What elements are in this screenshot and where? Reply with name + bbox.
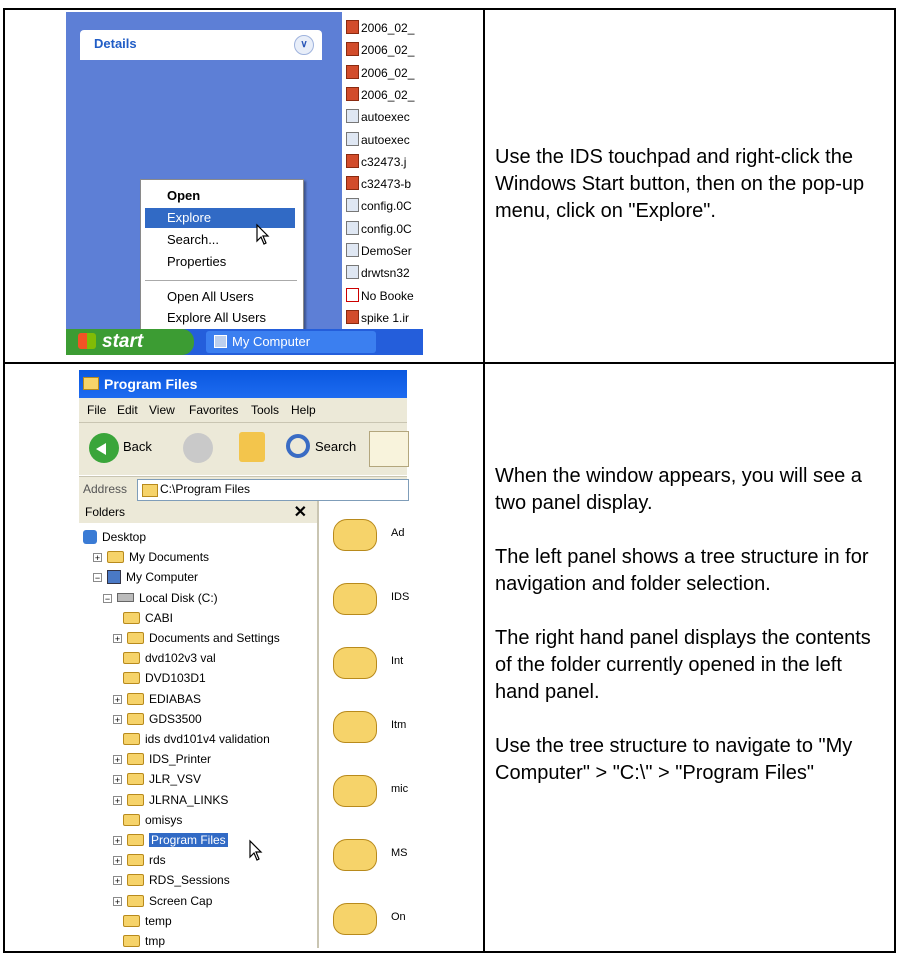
folder-body [333, 647, 377, 679]
back-arrow-icon[interactable] [89, 433, 119, 463]
image-file-icon [346, 310, 359, 324]
menu-view[interactable]: View [149, 403, 175, 417]
tree-node[interactable] [113, 628, 280, 648]
folder-body [333, 775, 377, 807]
address-value: C:\Program Files [160, 482, 251, 496]
file-name: spike 1.ir [361, 310, 410, 325]
tree-expander-icon[interactable]: + [94, 553, 101, 564]
folder-name[interactable]: MS [391, 847, 408, 859]
image-file-icon [346, 87, 359, 101]
folder-name[interactable]: Ad [391, 527, 405, 539]
large-folder-icon[interactable] [333, 769, 377, 807]
file-name: DemoSer [361, 244, 412, 258]
file-list-item[interactable] [346, 286, 426, 306]
folder-body [333, 583, 377, 615]
start-menu-screenshot [66, 12, 423, 355]
tree-node-label: ids dvd101v4 validation [145, 732, 270, 746]
tree-node-label: CABI [145, 610, 174, 625]
menu-edit[interactable]: Edit [117, 403, 138, 417]
folder-icon [83, 377, 99, 390]
tree-expander-icon[interactable]: + [114, 856, 121, 867]
tree-expander-icon[interactable]: + [114, 694, 121, 705]
file-list-item[interactable] [346, 308, 426, 328]
tree-node[interactable] [113, 769, 201, 789]
file-list-item[interactable] [346, 130, 426, 150]
mouse-cursor-icon [256, 224, 270, 246]
windows-flag-icon [78, 333, 96, 349]
tree-node[interactable] [113, 870, 230, 890]
tree-node-label: omisys [145, 812, 183, 827]
file-name: config.0C [361, 221, 412, 236]
folder-body [333, 711, 377, 743]
tree-node[interactable] [83, 527, 146, 547]
menu-favorites[interactable]: Favorites [189, 403, 239, 417]
folder-icon [127, 834, 144, 846]
tree-node-label: tmp [145, 934, 166, 948]
folder-icon [127, 693, 144, 705]
hard-disk-icon [117, 593, 134, 602]
tree-node[interactable] [93, 547, 209, 567]
toolbar [79, 423, 407, 475]
large-folder-icon[interactable] [333, 833, 377, 871]
file-name: 2006_02_ [361, 21, 415, 35]
tree-expander-icon[interactable]: + [114, 755, 121, 766]
folder-name[interactable]: On [391, 911, 406, 923]
row2-instruction-p2: The left panel shows a tree structure in for navigation and folder selection. [495, 546, 869, 595]
large-folder-icon[interactable] [333, 897, 377, 935]
file-list [342, 12, 423, 325]
menu-item-explore-all-users[interactable]: Explore All Users [167, 310, 266, 325]
folder-name[interactable]: IDS [391, 591, 410, 603]
tree-node[interactable] [93, 567, 198, 587]
menu-item-search[interactable]: Search... [167, 232, 220, 247]
folder-icon [123, 652, 140, 664]
row2-instruction-p3: The right hand panel displays the contents of the folder currently opened in the left hand panel. [495, 627, 871, 703]
file-name: c32473-b [361, 177, 412, 192]
folder-icon [127, 874, 144, 886]
search-button-label[interactable]: Search [315, 439, 357, 454]
folder-icon [127, 632, 144, 644]
address-input[interactable] [137, 479, 409, 501]
tree-node-label: temp [145, 913, 172, 928]
tree-node-label: EDIABAS [149, 691, 202, 706]
file-name: config.0C [361, 199, 412, 214]
tree-node[interactable] [123, 810, 182, 830]
folder-contents-pane [319, 501, 410, 948]
folders-pane-header [79, 501, 317, 523]
row2-instruction-p4: Use the tree structure to navigate to "My Computer" > "C:\" > "Program Files" [495, 735, 853, 784]
computer-icon [214, 335, 227, 348]
tree-expander-icon[interactable]: − [104, 593, 111, 604]
tree-node[interactable] [123, 729, 270, 749]
file-list-item[interactable] [346, 174, 426, 194]
large-folder-icon[interactable] [333, 513, 377, 551]
folder-icon [123, 612, 140, 624]
search-icon[interactable] [286, 434, 310, 458]
tree-node[interactable] [113, 850, 166, 870]
menu-item-explore[interactable]: Explore [145, 208, 295, 228]
file-name: 2006_02_ [361, 65, 415, 80]
system-file-icon [346, 132, 359, 146]
back-button-label[interactable]: Back [123, 439, 152, 454]
tree-node-label: Screen Cap [149, 893, 213, 908]
file-list-item[interactable] [346, 63, 426, 83]
forward-arrow-icon[interactable] [183, 433, 213, 463]
tree-expander-icon[interactable]: + [114, 634, 121, 644]
tree-node[interactable] [113, 689, 201, 709]
tree-expander-icon[interactable]: + [114, 795, 121, 806]
tree-node-label: rds [149, 853, 166, 868]
tree-node-label: Program Files [151, 833, 226, 847]
tree-node-label: GDS3500 [149, 711, 202, 726]
folder-up-icon[interactable] [239, 432, 265, 462]
folder-body [333, 903, 377, 935]
tree-node-label: dvd102v3 val [145, 651, 216, 666]
row1-instruction [495, 144, 891, 252]
tree-node-label: JLR_VSV [149, 772, 202, 787]
image-file-icon [346, 176, 359, 190]
pdf-file-icon [346, 288, 359, 302]
taskbar-item-label: My Computer [232, 334, 311, 349]
file-list-item[interactable] [346, 85, 426, 105]
file-name: drwtsn32 [361, 266, 410, 281]
column-divider [483, 10, 485, 951]
folder-icon [127, 753, 144, 765]
file-list-item[interactable] [346, 263, 426, 283]
image-file-icon [346, 65, 359, 79]
tree-node[interactable] [113, 749, 211, 769]
tree-expander-icon[interactable]: + [114, 775, 121, 786]
folder-icon [127, 794, 144, 806]
tree-node-label: My Computer [126, 570, 199, 585]
details-header[interactable] [80, 30, 322, 60]
file-list-item[interactable] [346, 219, 426, 239]
large-folder-icon[interactable] [333, 705, 377, 743]
tree-node[interactable] [113, 830, 228, 850]
window-title: Program Files [104, 376, 198, 392]
tree-node-label: Local Disk (C:) [139, 590, 218, 605]
file-name: 2006_02_ [361, 87, 415, 102]
image-file-icon [346, 154, 359, 168]
system-file-icon [346, 221, 359, 235]
tree-node[interactable] [123, 911, 172, 931]
address-bar [79, 476, 407, 501]
large-folder-icon[interactable] [333, 641, 377, 679]
large-folder-icon[interactable] [333, 577, 377, 615]
menu-file[interactable]: File [87, 403, 107, 417]
window-title-bar [79, 370, 407, 398]
folder-icon [142, 484, 158, 497]
menu-separator [145, 280, 297, 281]
details-label: Details [94, 36, 137, 51]
menu-bar [79, 398, 407, 423]
tree-node-label: My Documents [129, 550, 210, 565]
file-list-item[interactable] [346, 40, 426, 60]
tree-node-label: RDS_Sessions [149, 873, 230, 888]
tree-node-label: IDS_Printer [149, 752, 212, 767]
folder-icon [127, 773, 144, 785]
taskbar [66, 329, 423, 355]
context-menu [140, 179, 304, 331]
folder-icon [123, 935, 140, 947]
folder-icon [127, 895, 144, 907]
chevron-down-icon[interactable]: ∨ [294, 35, 314, 55]
row1-instruction-text: Use the IDS touchpad and right-click the Windows Start button, then on the pop-up menu, click on "Explore". [495, 146, 865, 222]
image-file-icon [346, 42, 359, 56]
system-file-icon [346, 109, 359, 123]
menu-item-properties[interactable]: Properties [167, 254, 227, 269]
folder-name[interactable]: Itm [391, 719, 407, 731]
taskbar-item-my-computer[interactable] [206, 331, 376, 353]
tree-node-label: DVD103D1 [145, 671, 206, 686]
file-list-item[interactable] [346, 241, 426, 261]
folder-body [333, 519, 377, 551]
file-list-item[interactable] [346, 196, 426, 216]
row-divider [5, 362, 894, 364]
file-list-item[interactable] [346, 107, 426, 127]
computer-icon [107, 570, 121, 584]
folder-name[interactable]: mic [391, 783, 409, 795]
file-name: autoexec [361, 110, 410, 125]
folder-icon [123, 814, 140, 826]
folder-body [333, 839, 377, 871]
document-file-icon [346, 243, 359, 257]
folder-icon [127, 854, 144, 866]
tree-node[interactable] [113, 790, 228, 810]
folder-icon [123, 672, 140, 684]
file-name: c32473.j [361, 154, 407, 169]
menu-help[interactable]: Help [291, 403, 316, 417]
folders-pane [79, 501, 319, 948]
desktop-icon [83, 530, 97, 544]
mouse-cursor-icon [249, 840, 263, 862]
tree-expander-icon[interactable]: + [114, 876, 121, 887]
tree-node[interactable] [123, 668, 206, 688]
row2-instruction [495, 463, 891, 814]
tree-node[interactable] [123, 931, 165, 951]
folder-icon [107, 551, 124, 563]
tree-expander-icon[interactable]: − [94, 573, 101, 584]
row2-instruction-p1: When the window appears, you will see a two panel display. [495, 465, 862, 514]
file-name: 2006_02_ [361, 43, 415, 58]
file-list-item[interactable] [346, 18, 426, 38]
menu-tools[interactable]: Tools [251, 403, 280, 417]
tree-node-label: Documents and Settings [149, 631, 280, 645]
tree-expander-icon[interactable]: + [114, 836, 121, 846]
tree-node[interactable] [123, 608, 173, 628]
folder-icon [127, 713, 144, 725]
folder-icon [123, 915, 140, 927]
folders-toggle-button[interactable] [369, 431, 409, 467]
file-name: autoexec [361, 132, 410, 147]
menu-item-open-all-users[interactable]: Open All Users [167, 289, 254, 304]
folders-pane-title: Folders [85, 505, 126, 519]
tree-expander-icon[interactable]: + [114, 714, 121, 725]
tree-node[interactable] [113, 709, 202, 729]
tree-node[interactable] [103, 588, 218, 608]
file-list-item[interactable] [346, 152, 426, 172]
folder-name[interactable]: Int [391, 655, 404, 667]
document-file-icon [346, 265, 359, 279]
tree-node-label: Desktop [102, 530, 147, 544]
tree-node[interactable] [123, 648, 216, 668]
tree-expander-icon[interactable]: + [114, 896, 121, 907]
address-label: Address [83, 482, 128, 496]
folder-icon [123, 733, 140, 745]
file-name: No Booke [361, 288, 414, 303]
explorer-screenshot [79, 370, 410, 948]
start-label: start [102, 331, 144, 352]
system-file-icon [346, 198, 359, 212]
tree-node[interactable] [113, 891, 212, 911]
close-icon[interactable]: ✕ [293, 504, 307, 521]
menu-item-open[interactable]: Open [167, 188, 201, 203]
image-file-icon [346, 20, 359, 34]
start-button[interactable] [66, 329, 194, 355]
tree-node-label: JLRNA_LINKS [149, 792, 229, 807]
